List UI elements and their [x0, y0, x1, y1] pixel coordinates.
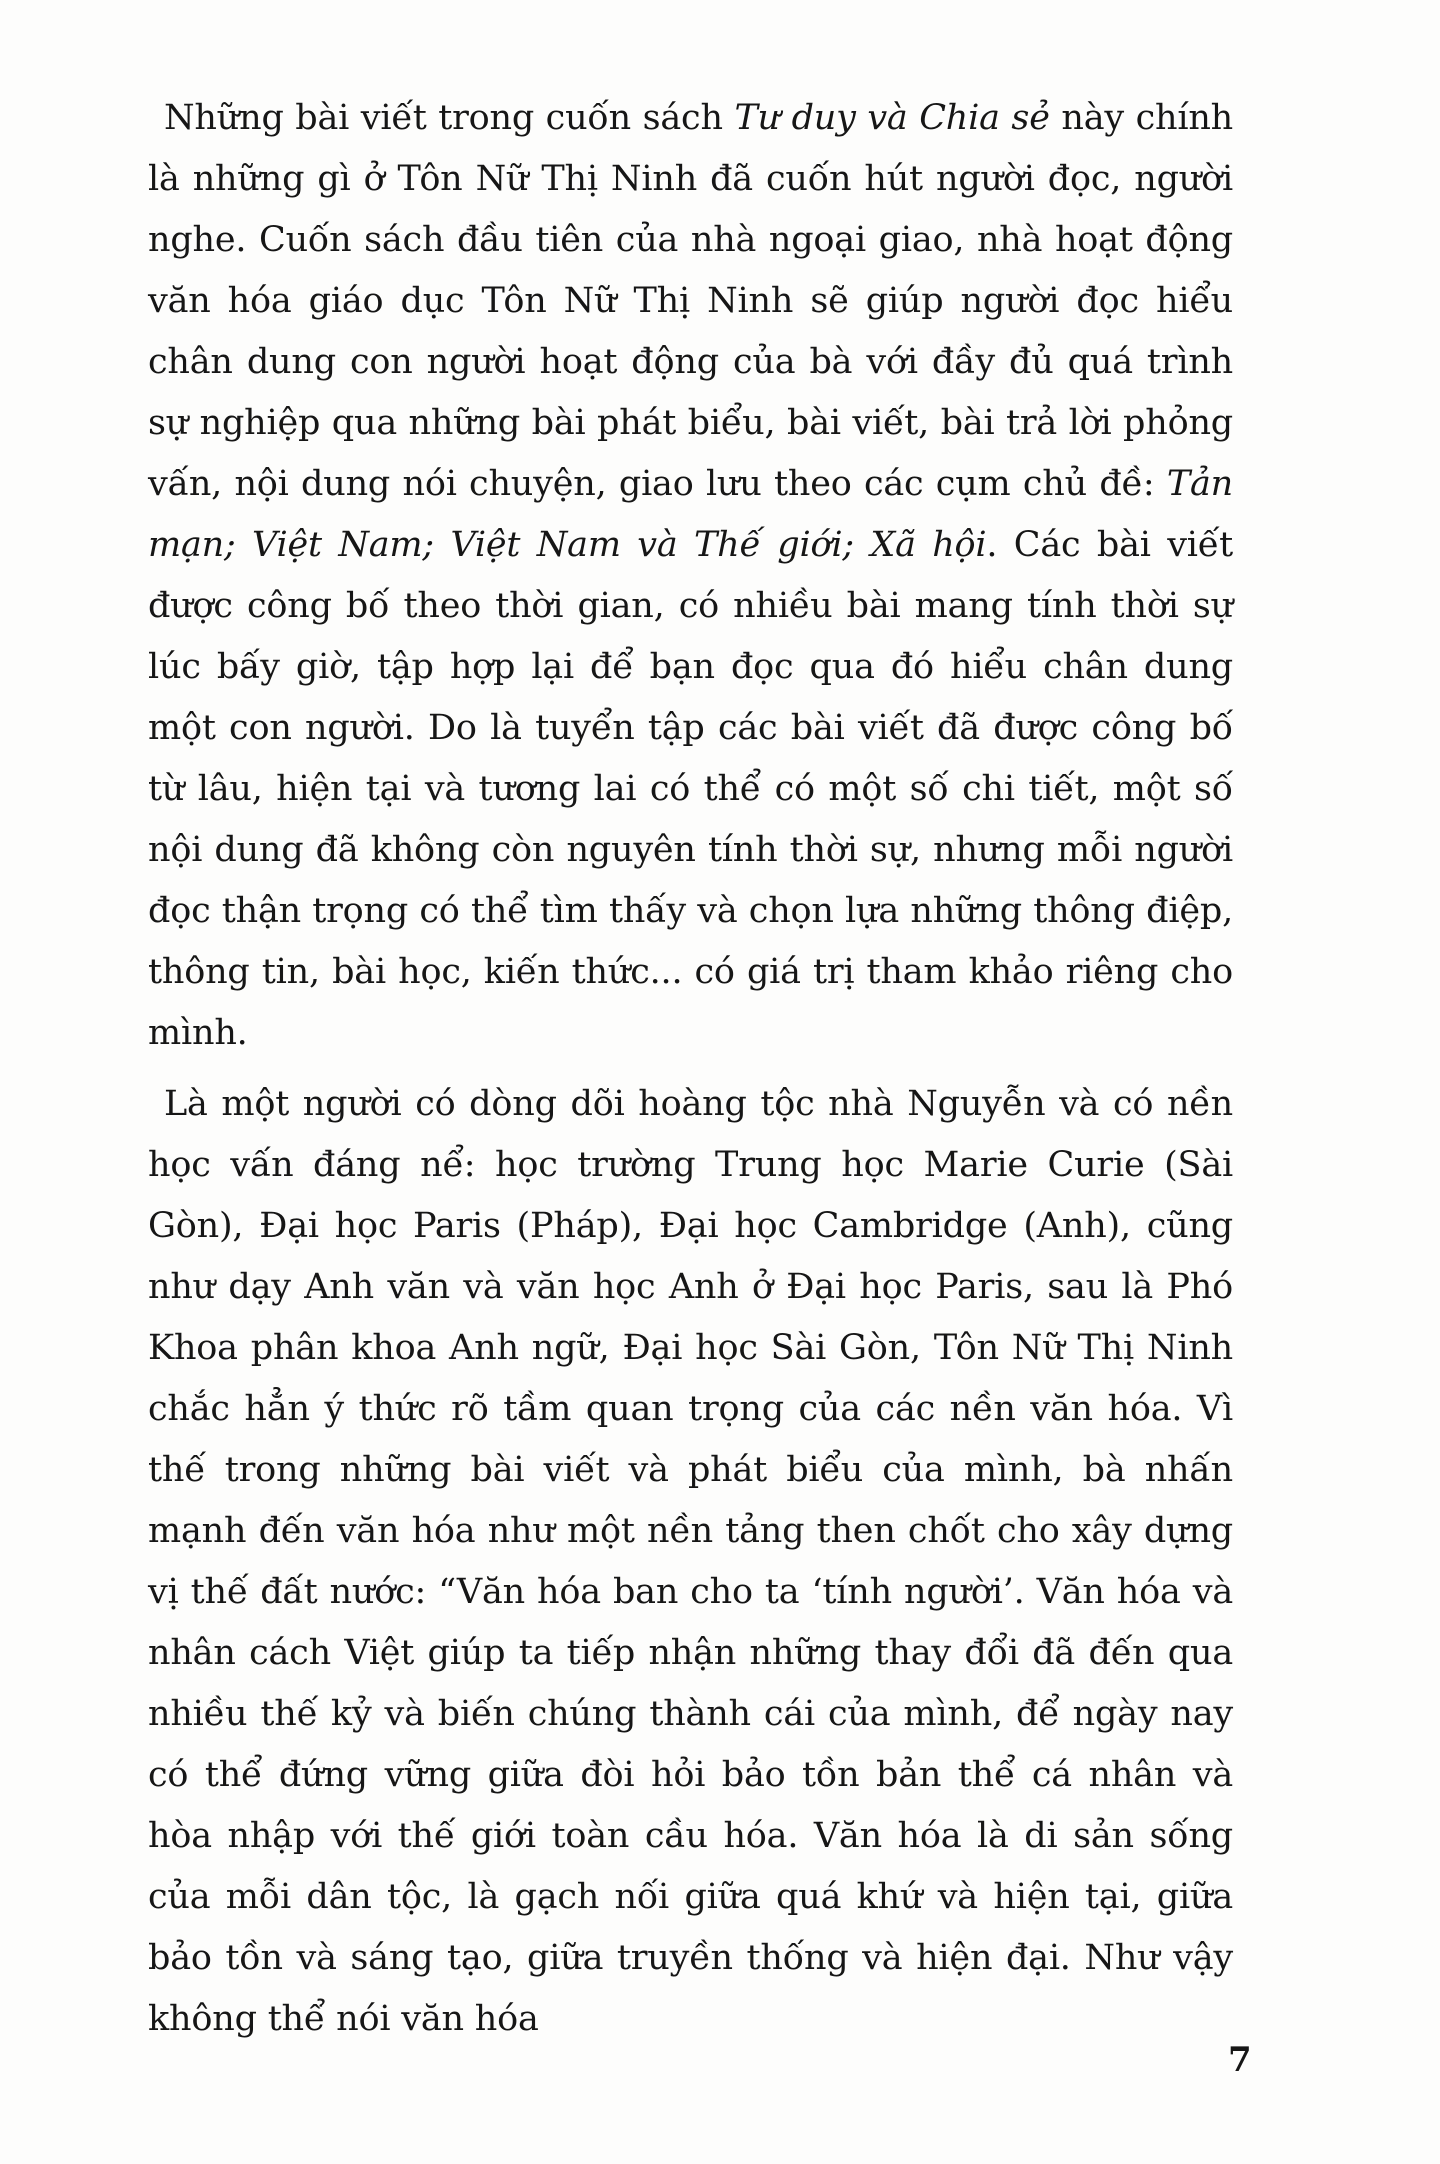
paragraph-2-segment: Là một người có dòng dõi hoàng tộc nhà Nguyễn và có nền học vấn đáng nể: học trường Trung học Marie Curie (Sài Gòn), Đại học Paris (Pháp), Đại học Cambridge (Anh), cũng như dạy Anh văn và văn học Anh ở Đại học Paris, sau là Phó Khoa phân khoa Anh ngữ, Đại học Sài Gòn, Tôn Nữ Thị Ninh chắc hẳn ý thức rõ tầm quan trọng của các nền văn hóa. Vì thế trong những bài viết và phát biểu của mình, bà nhấn mạnh đến văn hóa như một nền tảng then chốt cho xây dựng vị thế đất nước: “Văn hóa ban cho ta ‘tính người’. Văn hóa và nhân cách Việt giúp ta tiếp nhận những thay đổi đã đến qua nhiều thế kỷ và biến chúng thành cái của mình, để ngày nay có thể đứng vững giữa đòi hỏi bảo tồn bản thể cá nhân và hòa nhập với thế giới toàn cầu hóa. Văn hóa là di sản sống của mỗi dân tộc, là gạch nối giữa quá khứ và hiện tại, giữa bảo tồn và sáng tạo, giữa truyền thống và hiện đại. Như vậy không thể nói văn hóa	[148, 1084, 1233, 2039]
paragraph-1-segment: Những bài viết trong cuốn sách	[164, 98, 735, 138]
book-title: Tư duy và Chia sẻ	[734, 98, 1050, 138]
paragraph-1	[148, 88, 1233, 1064]
paragraph-1-segment: . Các bài viết được công bố theo thời gian, có nhiều bài mang tính thời sự lúc bấy giờ, tập hợp lại để bạn đọc qua đó hiểu chân dung một con người. Do là tuyển tập các bài viết đã được công bố từ lâu, hiện tại và tương lai có thể có một số chi tiết, một số nội dung đã không còn nguyên tính thời sự, nhưng mỗi người đọc thận trọng có thể tìm thấy và chọn lựa những thông điệp, thông tin, bài học, kiến thức... có giá trị tham khảo riêng cho mình.	[148, 525, 1233, 1053]
body-text	[148, 88, 1233, 2050]
topic-clusters: Tản mạn; Việt Nam; Việt Nam và Thế giới; Xã hội	[148, 464, 1233, 565]
paragraph-1-segment: này chính là những gì ở Tôn Nữ Thị Ninh đã cuốn hút người đọc, người nghe. Cuốn sách đầu tiên của nhà ngoại giao, nhà hoạt động văn hóa giáo dục Tôn Nữ Thị Ninh sẽ giúp người đọc hiểu chân dung con người hoạt động của bà với đầy đủ quá trình sự nghiệp qua những bài phát biểu, bài viết, bài trả lời phỏng vấn, nội dung nói chuyện, giao lưu theo các cụm chủ đề:	[148, 98, 1234, 504]
paragraph-2	[148, 1074, 1233, 2050]
page-number: 7	[1228, 2040, 1252, 2080]
